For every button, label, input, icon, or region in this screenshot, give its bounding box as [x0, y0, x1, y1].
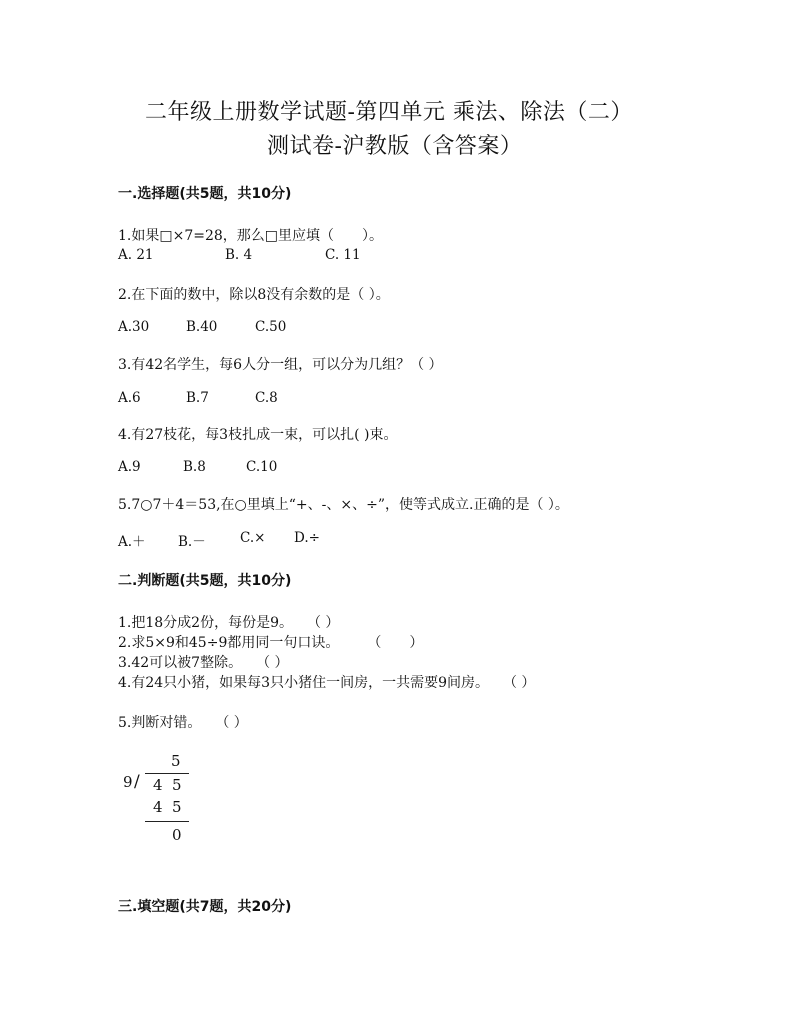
question-1-option-b: B. 4	[225, 247, 253, 263]
question-4-option-c: C.10	[246, 459, 278, 475]
division-divisor: 9	[123, 773, 133, 791]
question-1-option-a: A. 21	[118, 247, 154, 263]
question-5-option-a: A.＋	[118, 534, 146, 550]
division-subtract-line	[145, 821, 189, 822]
judgement-3: 3.42可以被7整除。 （ ）	[118, 655, 289, 671]
question-2: 2.在下面的数中，除以8没有余数的是（ ）。	[118, 287, 390, 303]
section-heading-choice: 一.选择题(共5题，共10分)	[118, 186, 292, 202]
question-2-option-c: C.50	[255, 319, 287, 335]
page-title-line2: 测试卷-沪教版（含答案）	[267, 134, 523, 159]
question-4-option-b: B.8	[183, 459, 206, 475]
section-heading-fill-blank: 三.填空题(共7题，共20分)	[118, 899, 292, 915]
judgement-2: 2.求5×9和45÷9都用同一句口诀。 （ ）	[118, 635, 424, 651]
question-2-option-a: A.30	[118, 319, 150, 335]
question-5-option-d: D.÷	[294, 530, 320, 546]
question-5: 5.7○7＋4＝53,在○里填上“+、-、×、÷”，使等式成立.正确的是（ ）。	[118, 497, 569, 513]
question-3: 3.有42名学生，每6人分一组，可以分为几组？（ ）	[118, 357, 443, 373]
judgement-1: 1.把18分成2份，每份是9。 （ ）	[118, 615, 340, 631]
question-2-option-b: B.40	[186, 319, 218, 335]
division-product-tens: 4	[153, 798, 163, 816]
division-bar	[145, 773, 189, 774]
question-5-option-c: C.×	[240, 530, 266, 546]
division-dividend-ones: 5	[172, 776, 182, 794]
question-3-option-a: A.6	[118, 390, 141, 406]
question-3-option-b: B.7	[186, 390, 209, 406]
question-3-option-c: C.8	[255, 390, 278, 406]
question-5-option-b: B.－	[178, 534, 206, 550]
division-product-ones: 5	[172, 798, 182, 816]
judgement-4: 4.有24只小猪，如果每3只小猪住一间房，一共需要9间房。 （ ）	[118, 675, 536, 691]
question-1: 1.如果□×7=28，那么□里应填（ ）。	[118, 228, 383, 244]
division-remainder: 0	[172, 826, 182, 844]
division-dividend-tens: 4	[153, 776, 163, 794]
page-title-line1: 二年级上册数学试题-第四单元 乘法、除法（二）	[145, 100, 633, 125]
judgement-5: 5.判断对错。 （ ）	[118, 715, 248, 731]
question-1-option-c: C. 11	[325, 247, 361, 263]
question-4-option-a: A.9	[118, 459, 141, 475]
section-heading-judgement: 二.判断题(共5题，共10分)	[118, 573, 292, 589]
division-quotient: 5	[171, 752, 181, 770]
question-4: 4.有27枝花，每3枝扎成一束，可以扎( )束。	[118, 427, 398, 443]
division-bracket: /	[134, 772, 140, 792]
